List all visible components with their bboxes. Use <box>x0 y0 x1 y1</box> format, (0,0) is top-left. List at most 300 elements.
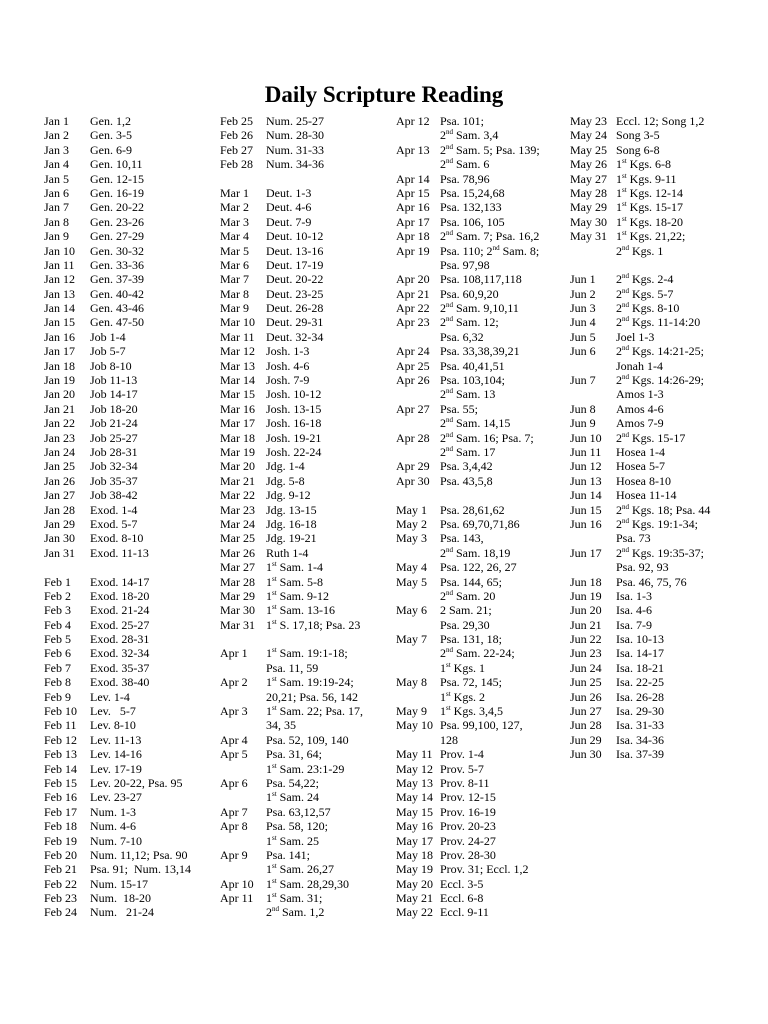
entry-reference: 2nd Kgs. 18; Psa. 44 <box>616 502 711 517</box>
reading-entry <box>44 402 191 416</box>
entry-reference: Psa. 110; 2nd Sam. 8; <box>440 243 540 258</box>
reading-entry <box>396 531 540 545</box>
entry-reference: Psa. 63,12,57 <box>266 804 331 819</box>
entry-reference: 2nd Kgs. 19:1-34; <box>616 516 698 531</box>
entry-date: Jun 21 <box>570 617 602 632</box>
reading-entry <box>220 531 363 545</box>
entry-reference: 1st Kgs. 12-14 <box>616 185 684 200</box>
entry-reference: 1st S. 17,18; Psa. 23 <box>266 617 361 632</box>
entry-reference: Song 6-8 <box>616 142 660 157</box>
reading-entry <box>570 603 710 617</box>
reading-entry <box>44 531 191 545</box>
reading-entry <box>44 431 191 445</box>
entry-date: Jan 4 <box>44 157 69 172</box>
entry-reference: 2 Sam. 21; <box>440 603 492 618</box>
entry-date: Feb 15 <box>44 775 77 790</box>
entry-date: Jun 19 <box>570 588 602 603</box>
entry-date: Jan 13 <box>44 286 75 301</box>
entry-reference: Gen. 16-19 <box>90 185 144 200</box>
reading-entry <box>220 114 363 128</box>
entry-date: May 8 <box>396 675 427 690</box>
entry-reference: Psa. 91; Num. 13,14 <box>90 862 192 877</box>
entry-reference: 2nd Sam. 13 <box>440 387 496 402</box>
reading-entry <box>220 862 363 876</box>
entry-date: May 11 <box>396 747 433 762</box>
entry-reference: Lev. 17-19 <box>90 761 142 776</box>
entry-date: Jun 12 <box>570 459 602 474</box>
entry-date: May 3 <box>396 531 427 546</box>
reading-entry <box>396 646 540 660</box>
entry-reference: Jdg. 16-18 <box>266 516 317 531</box>
entry-date: Apr 28 <box>396 430 430 445</box>
entry-reference: Psa. 3,4,42 <box>440 459 493 474</box>
entry-date: Jan 25 <box>44 459 75 474</box>
entry-reference: Isa. 18-21 <box>616 660 664 675</box>
reading-entry <box>396 747 540 761</box>
entry-date: Mar 22 <box>220 488 255 503</box>
reading-entry <box>396 373 540 387</box>
entry-reference: Gen. 30-32 <box>90 243 144 258</box>
entry-date: Jun 9 <box>570 416 596 431</box>
entry-date: Feb 11 <box>44 718 77 733</box>
entry-reference: Psa. 33,38,39,21 <box>440 344 520 359</box>
reading-entry <box>220 704 363 718</box>
entry-date: Jan 18 <box>44 358 75 373</box>
reading-entry <box>220 747 363 761</box>
entry-date: Feb 28 <box>220 157 253 172</box>
reading-entry <box>44 834 191 848</box>
reading-entry <box>570 287 710 301</box>
entry-date: May 22 <box>396 905 433 920</box>
entry-reference: Isa. 22-25 <box>616 675 664 690</box>
entry-date: Feb 14 <box>44 761 77 776</box>
reading-entry <box>44 200 191 214</box>
entry-reference: Gen. 37-39 <box>90 272 144 287</box>
entry-reference: Lev. 8-10 <box>90 718 136 733</box>
reading-entry <box>396 431 540 445</box>
entry-date: Apr 19 <box>396 243 430 258</box>
entry-reference: Job 11-13 <box>90 373 138 388</box>
reading-entry <box>220 373 363 387</box>
reading-entry <box>396 776 540 790</box>
reading-entry <box>44 315 191 329</box>
reading-entry <box>220 416 363 430</box>
entry-date: Feb 2 <box>44 588 71 603</box>
reading-entry <box>396 359 540 373</box>
reading-entry <box>570 546 710 560</box>
entry-date: Jan 21 <box>44 401 75 416</box>
reading-entry <box>396 330 540 344</box>
entry-date: Jun 5 <box>570 329 596 344</box>
entry-reference: Psa. 73 <box>616 531 651 546</box>
entry-reference: Exod. 32-34 <box>90 646 150 661</box>
entry-reference: Psa. 99,100, 127, <box>440 718 523 733</box>
reading-entry <box>396 157 540 171</box>
entry-date: Jan 11 <box>44 257 75 272</box>
entry-reference: 2nd Kgs. 15-17 <box>616 430 686 445</box>
reading-entry <box>396 445 540 459</box>
entry-date: Jun 24 <box>570 660 602 675</box>
entry-date: Apr 1 <box>220 646 248 661</box>
reading-entry <box>396 819 540 833</box>
reading-entry <box>570 359 710 373</box>
entry-reference: Lev. 23-27 <box>90 790 142 805</box>
reading-entry <box>44 517 191 531</box>
entry-reference: Psa. 43,5,8 <box>440 473 493 488</box>
entry-reference: Hosea 5-7 <box>616 459 665 474</box>
entry-date: Mar 12 <box>220 344 255 359</box>
entry-date: Mar 26 <box>220 545 255 560</box>
reading-entry <box>44 690 191 704</box>
reading-entry <box>396 805 540 819</box>
entry-date: May 10 <box>396 718 433 733</box>
entry-reference: Exod. 14-17 <box>90 574 150 589</box>
entry-date: May 17 <box>396 833 433 848</box>
entry-reference: Exod. 35-37 <box>90 660 150 675</box>
entry-reference: 2nd Kgs. 19:35-37; <box>616 545 704 560</box>
entry-reference: Hosea 8-10 <box>616 473 671 488</box>
entry-reference: Isa. 29-30 <box>616 704 664 719</box>
reading-entry <box>396 503 540 517</box>
reading-entry <box>220 589 363 603</box>
entry-reference: Psa. 46, 75, 76 <box>616 574 687 589</box>
reading-entry <box>570 531 710 545</box>
entry-reference: Exod. 25-27 <box>90 617 150 632</box>
reading-entry <box>396 200 540 214</box>
entry-reference: 2nd Sam. 3,4 <box>440 128 499 143</box>
entry-reference: Num. 31-33 <box>266 142 324 157</box>
reading-entry <box>396 675 540 689</box>
entry-reference: Prov. 24-27 <box>440 833 496 848</box>
reading-entry <box>220 790 363 804</box>
entry-reference: Deut. 13-16 <box>266 243 324 258</box>
entry-date: May 18 <box>396 847 433 862</box>
reading-column-1 <box>44 114 191 920</box>
entry-reference: Exod. 38-40 <box>90 675 150 690</box>
entry-reference: 1st Sam. 19:1-18; <box>266 646 348 661</box>
entry-reference: Deut. 32-34 <box>266 329 324 344</box>
entry-date: Mar 5 <box>220 243 249 258</box>
entry-reference: 2nd Sam. 17 <box>440 444 496 459</box>
reading-entry <box>220 143 363 157</box>
reading-entry <box>44 373 191 387</box>
entry-date: Mar 27 <box>220 560 255 575</box>
reading-entry <box>396 862 540 876</box>
entry-date: Feb 17 <box>44 804 77 819</box>
entry-date: Jun 27 <box>570 704 602 719</box>
entry-reference: Psa. 6,32 <box>440 329 484 344</box>
entry-reference: 1st Sam. 1-4 <box>266 560 324 575</box>
reading-entry <box>44 258 191 272</box>
entry-date: Apr 26 <box>396 373 430 388</box>
entry-date: Jun 30 <box>570 747 602 762</box>
entry-reference: Psa. 40,41,51 <box>440 358 505 373</box>
reading-entry <box>220 330 363 344</box>
reading-entry <box>396 603 540 617</box>
entry-date: Jan 31 <box>44 545 75 560</box>
entry-date: Mar 20 <box>220 459 255 474</box>
entry-reference: 2nd Sam. 7; Psa. 16,2 <box>440 229 540 244</box>
entry-reference: Jonah 1-4 <box>616 358 663 373</box>
entry-reference: 2nd Kgs. 14:26-29; <box>616 373 704 388</box>
reading-entry <box>44 589 191 603</box>
reading-entry <box>570 589 710 603</box>
entry-reference: Exod. 5-7 <box>90 516 138 531</box>
entry-reference: Psa. 143, <box>440 531 484 546</box>
entry-reference: Prov. 12-15 <box>440 790 496 805</box>
entry-reference: Psa. 132,133 <box>440 200 502 215</box>
reading-entry <box>220 287 363 301</box>
entry-date: Apr 29 <box>396 459 430 474</box>
entry-date: Apr 7 <box>220 804 248 819</box>
entry-reference: 1st Sam. 5-8 <box>266 574 324 589</box>
entry-date: May 4 <box>396 560 427 575</box>
entry-date: Mar 29 <box>220 588 255 603</box>
reading-entry <box>220 229 363 243</box>
entry-reference: Josh. 10-12 <box>266 387 322 402</box>
entry-reference: Isa. 4-6 <box>616 603 652 618</box>
entry-date: May 23 <box>570 114 607 128</box>
entry-reference: Jdg. 19-21 <box>266 531 317 546</box>
reading-entry <box>44 229 191 243</box>
reading-entry <box>44 747 191 761</box>
entry-date: May 27 <box>570 171 607 186</box>
entry-reference: Amos 4-6 <box>616 401 664 416</box>
reading-entry <box>44 704 191 718</box>
entry-date: May 26 <box>570 157 607 172</box>
reading-entry <box>220 877 363 891</box>
entry-date: Jun 29 <box>570 732 602 747</box>
entry-reference: Prov. 8-11 <box>440 775 490 790</box>
entry-date: Jan 27 <box>44 488 75 503</box>
entry-reference: 2nd Kgs. 2-4 <box>616 272 674 287</box>
reading-entry <box>44 330 191 344</box>
entry-date: May 31 <box>570 229 607 244</box>
entry-date: Mar 8 <box>220 286 249 301</box>
reading-entry <box>44 805 191 819</box>
entry-reference: Job 38-42 <box>90 488 138 503</box>
spacer-line <box>44 560 191 574</box>
entry-date: Jun 15 <box>570 502 602 517</box>
entry-date: Apr 8 <box>220 819 248 834</box>
reading-entry <box>396 690 540 704</box>
entry-reference: Eccl. 9-11 <box>440 905 489 920</box>
entry-date: Apr 21 <box>396 286 430 301</box>
entry-reference: Isa. 14-17 <box>616 646 664 661</box>
entry-reference: Josh. 7-9 <box>266 373 310 388</box>
reading-entry <box>220 805 363 819</box>
reading-entry <box>44 718 191 732</box>
reading-entry <box>44 244 191 258</box>
entry-reference: Gen. 6-9 <box>90 142 132 157</box>
reading-entry <box>44 603 191 617</box>
reading-entry <box>396 517 540 531</box>
entry-date: Mar 14 <box>220 373 255 388</box>
entry-reference: Exod. 1-4 <box>90 502 138 517</box>
page-title: Daily Scripture Reading <box>264 82 504 107</box>
entry-reference: Deut. 20-22 <box>266 272 324 287</box>
entry-reference: Gen. 43-46 <box>90 301 144 316</box>
reading-entry <box>570 445 710 459</box>
entry-reference: Prov. 5-7 <box>440 761 484 776</box>
entry-date: Jan 23 <box>44 430 75 445</box>
entry-reference: 2nd Sam. 18,19 <box>440 545 511 560</box>
entry-date: Feb 25 <box>220 114 253 128</box>
reading-entry <box>44 618 191 632</box>
entry-reference: Deut. 10-12 <box>266 229 324 244</box>
entry-date: Apr 23 <box>396 315 430 330</box>
entry-date: Jun 6 <box>570 344 596 359</box>
reading-entry <box>44 646 191 660</box>
reading-entry <box>570 215 710 229</box>
entry-reference: Deut. 17-19 <box>266 257 324 272</box>
entry-reference: Num. 7-10 <box>90 833 142 848</box>
reading-entry <box>396 546 540 560</box>
reading-entry <box>44 157 191 171</box>
entry-reference: Psa. 15,24,68 <box>440 185 505 200</box>
reading-entry <box>220 848 363 862</box>
entry-date: Feb 23 <box>44 891 77 906</box>
reading-entry <box>570 747 710 761</box>
entry-reference: Josh. 19-21 <box>266 430 322 445</box>
entry-reference: Gen. 1,2 <box>90 114 131 128</box>
reading-entry <box>396 143 540 157</box>
entry-date: Feb 22 <box>44 876 77 891</box>
reading-entry <box>220 157 363 171</box>
entry-reference: 2nd Kgs. 1 <box>616 243 664 258</box>
reading-entry <box>44 459 191 473</box>
entry-date: May 14 <box>396 790 433 805</box>
entry-reference: 2nd Sam. 16; Psa. 7; <box>440 430 534 445</box>
reading-entry <box>220 646 363 660</box>
entry-reference: 1st Sam. 31; <box>266 891 323 906</box>
reading-entry <box>570 661 710 675</box>
entry-reference: 2nd Sam. 22-24; <box>440 646 515 661</box>
reading-entry <box>220 675 363 689</box>
reading-entry <box>570 718 710 732</box>
reading-column-2 <box>220 114 363 920</box>
entry-date: Jun 26 <box>570 689 602 704</box>
entry-reference: Num. 28-30 <box>266 128 324 143</box>
reading-entry <box>44 128 191 142</box>
entry-date: Jun 3 <box>570 301 596 316</box>
reading-entry <box>220 733 363 747</box>
entry-reference: Job 5-7 <box>90 344 126 359</box>
entry-reference: Deut. 26-28 <box>266 301 324 316</box>
reading-entry <box>570 157 710 171</box>
entry-reference: Song 3-5 <box>616 128 660 143</box>
reading-entry <box>570 143 710 157</box>
entry-reference: Num. 34-36 <box>266 157 324 172</box>
entry-reference: Job 8-10 <box>90 358 132 373</box>
reading-entry <box>570 459 710 473</box>
reading-entry <box>220 402 363 416</box>
entry-date: Mar 2 <box>220 200 249 215</box>
entry-date: Feb 9 <box>44 689 71 704</box>
reading-entry <box>570 330 710 344</box>
entry-reference: Psa. 106, 105 <box>440 214 505 229</box>
entry-date: Feb 5 <box>44 632 71 647</box>
reading-entry <box>44 661 191 675</box>
reading-entry <box>44 762 191 776</box>
entry-date: Jun 11 <box>570 444 602 459</box>
reading-entry <box>396 172 540 186</box>
reading-entry <box>220 517 363 531</box>
reading-entry <box>44 862 191 876</box>
entry-date: May 19 <box>396 862 433 877</box>
entry-date: Jun 14 <box>570 488 602 503</box>
reading-entry <box>44 387 191 401</box>
entry-date: Apr 24 <box>396 344 430 359</box>
reading-entry <box>396 301 540 315</box>
reading-entry <box>570 373 710 387</box>
entry-date: Feb 4 <box>44 617 71 632</box>
reading-entry <box>396 229 540 243</box>
spacer-line <box>396 488 540 502</box>
entry-reference: Num. 1-3 <box>90 804 136 819</box>
entry-reference: Exod. 18-20 <box>90 588 150 603</box>
entry-reference: Gen. 27-29 <box>90 229 144 244</box>
entry-reference: Gen. 3-5 <box>90 128 132 143</box>
entry-date: Apr 4 <box>220 732 248 747</box>
reading-entry <box>44 790 191 804</box>
reading-entry <box>220 387 363 401</box>
entry-date: Jan 2 <box>44 128 69 143</box>
reading-entry <box>220 834 363 848</box>
entry-date: Mar 16 <box>220 401 255 416</box>
reading-entry <box>44 632 191 646</box>
entry-reference: Job 25-27 <box>90 430 138 445</box>
entry-reference: 1st Kgs. 3,4,5 <box>440 704 504 719</box>
entry-reference: 20,21; Psa. 56, 142 <box>266 689 359 704</box>
entry-date: Mar 11 <box>220 329 255 344</box>
entry-date: Apr 9 <box>220 847 248 862</box>
reading-entry <box>44 819 191 833</box>
entry-reference: Josh. 4-6 <box>266 358 310 373</box>
reading-entry <box>570 128 710 142</box>
entry-reference: 2nd Sam. 14,15 <box>440 416 511 431</box>
reading-entry <box>570 675 710 689</box>
entry-date: Apr 17 <box>396 214 430 229</box>
entry-reference: Lev. 20-22, Psa. 95 <box>90 775 183 790</box>
entry-reference: Exod. 21-24 <box>90 603 150 618</box>
entry-reference: Psa. 54,22; <box>266 775 320 790</box>
reading-entry <box>44 359 191 373</box>
reading-entry <box>44 186 191 200</box>
reading-entry <box>220 344 363 358</box>
entry-date: Mar 31 <box>220 617 255 632</box>
entry-date: Jun 10 <box>570 430 602 445</box>
reading-entry <box>396 790 540 804</box>
entry-reference: Isa. 37-39 <box>616 747 664 762</box>
reading-entry <box>570 632 710 646</box>
reading-entry <box>396 459 540 473</box>
entry-date: Jun 18 <box>570 574 602 589</box>
entry-reference: Amos 7-9 <box>616 416 664 431</box>
reading-entry <box>44 848 191 862</box>
reading-entry <box>220 776 363 790</box>
reading-entry <box>220 661 363 675</box>
reading-entry <box>220 431 363 445</box>
reading-entry <box>44 287 191 301</box>
entry-date: Jan 8 <box>44 214 69 229</box>
reading-entry <box>570 114 710 128</box>
spacer-line <box>220 172 363 186</box>
entry-reference: Josh. 16-18 <box>266 416 322 431</box>
entry-reference: 2nd Kgs. 8-10 <box>616 301 680 316</box>
reading-entry <box>44 488 191 502</box>
entry-reference: Job 14-17 <box>90 387 138 402</box>
